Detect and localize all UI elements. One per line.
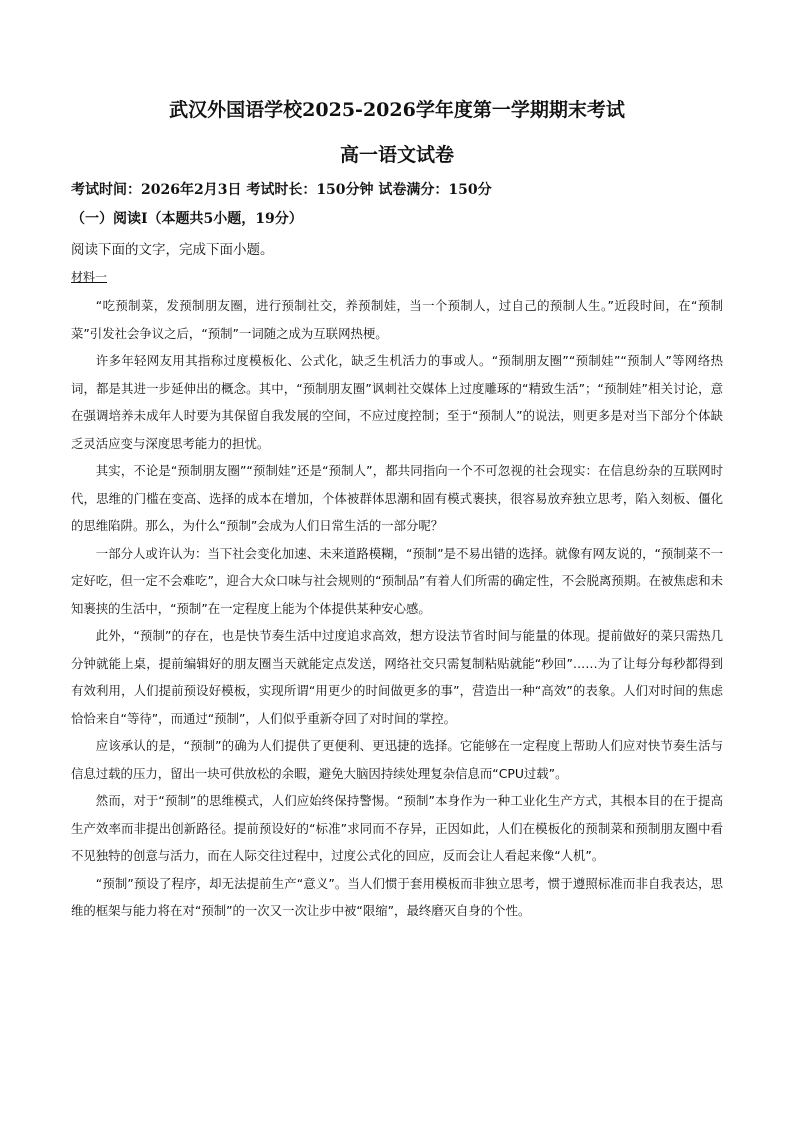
reading-instruction: 阅读下面的文字，完成下面小题。 [71,242,274,258]
paragraph: 然而，对于“预制”的思维模式，人们应始终保持警惕。“预制”本身作为一种工业化生产方式，其根本目的在于提高生产效率而非提出创新路径。提前预设好的“标准”求同而不存异，正因如此，人们在模板化的预制菜和预制朋友圈中看不见独特的创意与活力，而在人际交往过程中，过度公式化的回应，反而会让人看起来像“人机”。 [71,793,723,863]
paragraph: 一部分人或许认为：当下社会变化加速、未来道路模糊，“预制”是不易出错的选择。就像有网友说的，“预制菜不一定好吃，但一定不会难吃”，迎合大众口味与社会规则的“预制品”有着人们所需的确定性，不会脱离预期。在被焦虑和未知裹挟的生活中，“预制”在一定程度上能为个体提供某种安心感。 [71,545,723,616]
paragraph: 其实，不论是“预制朋友圈”“预制娃”还是“预制人”，都共同指向一个不可忽视的社会现实：在信息纷杂的互联网时代，思维的门槛在变高、选择的成本在增加，个体被群体思潮和固有模式裹挟，很容易放弃独立思考，陷入刻板、僵化的思维陷阱。那么，为什么“预制”会成为人们日常生活的一部分呢？ [71,463,723,533]
paragraph: “预制”预设了程序，却无法提前生产“意义”。当人们惯于套用模板而非独立思考，惯于遵照标准而非自我表达，思维的框架与能力将在对“预制”的一次又一次让步中被“限缩”，最终磨灭自身的个性。 [71,875,723,918]
exam-subtitle: 高一语文试卷 [339,144,454,166]
section-heading: （一）阅读Ⅰ（本题共5小题，19分） [71,211,303,227]
paragraph: 此外，“预制”的存在，也是快节奏生活中过度追求高效，想方设法节省时间与能量的体现。提前做好的菜只需热几分钟就能上桌，提前编辑好的朋友圈当天就能定点发送，网络社交只需复制粘贴就能“秒回”……为了让每分每秒都得到有效利用，人们提前预设好模板，实现所谓“用更少的时间做更多的事”，营造出一种“高效”的表象。人们对时间的焦虑恰恰来自“等待”，而通过“预制”，人们似乎重新夺回了对时间的掌控。 [71,628,723,726]
paragraph: 应该承认的是，“预制”的确为人们提供了更便利、更迅捷的选择。它能够在一定程度上帮助人们应对快节奏生活与信息过载的压力，留出一块可供放松的余暇，避免大脑因持续处理复杂信息而“CPU过载”。 [71,738,723,781]
exam-title: 武汉外国语学校2025-2026学年度第一学期期末考试 [169,99,625,121]
material-body [71,292,723,925]
paragraph: 许多年轻网友用其指称过度模板化、公式化，缺乏生机活力的事或人。“预制朋友圈”“预制娃”“预制人”等网络热词，都是其进一步延伸出的概念。其中，“预制朋友圈”讽刺社交媒体上过度雕琢的“精致生活”；“预制娃”相关讨论，意在强调培养未成年人时要为其保留自我发展的空间，不应过度控制；至于“预制人”的说法，则更多是对当下部分个体缺乏灵活应变与深度思考能力的担忧。 [71,353,723,451]
exam-info: 考试时间：2026年2月3日 考试时长：150分钟 试卷满分：150分 [71,182,492,198]
material-label: 材料一 [71,270,108,284]
paragraph: “吃预制菜，发预制朋友圈，进行预制社交，养预制娃，当一个预制人，过自己的预制人生。”近段时间，在“预制菜”引发社会争议之后，“预制”一词随之成为互联网热梗。 [71,298,723,341]
